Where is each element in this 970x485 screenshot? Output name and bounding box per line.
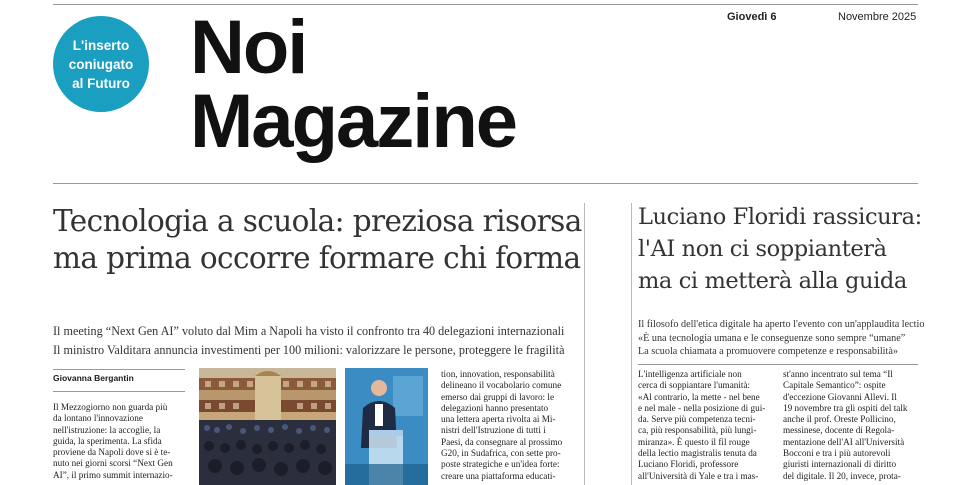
article2-deck-rule xyxy=(638,364,918,365)
article2-deck xyxy=(638,318,938,359)
photo-theatre-audience xyxy=(199,368,336,485)
text-line: tion, innovation, responsabilità xyxy=(441,369,555,379)
column-divider xyxy=(631,203,632,485)
insert-badge xyxy=(53,16,149,112)
text-line: AI”, il primo summit internazio- xyxy=(53,469,173,480)
text-line: proviene da Napoli dove si è te- xyxy=(53,447,171,458)
article1-headline xyxy=(53,203,593,277)
text-line: ca, più responsabilità, più lungi- xyxy=(638,425,757,436)
text-line: emerso dai gruppi di lavoro: le xyxy=(441,391,555,402)
text-line: giuristi internazionali di diritto xyxy=(783,459,897,470)
text-line: st'anno incentrato sul tema “Il xyxy=(783,369,893,379)
article2-headline xyxy=(638,201,938,297)
text-line: L'intelligenza artificiale non xyxy=(638,369,742,379)
article1-headline-line-2: ma prima occorre formare chi forma xyxy=(53,241,581,275)
badge-line-1: L'inserto xyxy=(72,37,130,53)
issue-month-year: Novembre 2025 xyxy=(838,11,917,23)
article1-byline-rule-2 xyxy=(53,391,185,392)
text-line: nell'istruzione: la accoglie, la xyxy=(53,424,161,435)
text-line: guida, la sperimenta. La sfida xyxy=(53,435,162,446)
theatre-photo-illustration xyxy=(199,368,336,485)
article1-byline: Giovanna Bergantin xyxy=(53,373,134,383)
masthead-rule xyxy=(53,183,918,184)
article1-deck-line-2: Il ministro Valditara annuncia investimenti per 100 milioni: valorizzare le persone, proteggere le fragilità xyxy=(53,343,565,357)
text-line: anche il prof. Oreste Pollicino, xyxy=(783,414,896,425)
article1-col1 xyxy=(53,402,186,481)
article2-deck-line-2: «È una tecnologia umana e le conseguenze sono sempre “umane” xyxy=(638,332,906,344)
masthead-line-1: Noi xyxy=(190,5,307,90)
text-line: nuto nei giorni scorsi “Next Gen xyxy=(53,458,173,469)
text-line: d'eccezione Giovanni Allevi. Il xyxy=(783,391,897,402)
article1-byline-rule xyxy=(53,369,185,370)
text-line: Il Mezzogiorno non guarda più xyxy=(53,402,168,412)
masthead-line-2: Magazine xyxy=(190,79,517,164)
column-divider xyxy=(584,203,585,485)
article2-headline-line-2: l'AI non ci soppianterà xyxy=(638,236,887,262)
text-line: delegazioni hanno presentato xyxy=(441,402,549,413)
text-line: della lectio magistralis tenuta da xyxy=(638,448,757,459)
text-line: da. Serve più competenza tecni- xyxy=(638,414,756,425)
article1-col3 xyxy=(441,369,574,482)
text-line: miranza». È questo il fil rouge xyxy=(638,436,750,447)
text-line: messinese, docente di Regola- xyxy=(783,425,895,436)
text-line: «Al contrario, la mette - nel bene xyxy=(638,391,760,402)
article2-col2 xyxy=(783,369,918,482)
text-line: mentazione dell'AI all'Università xyxy=(783,436,905,447)
text-line: G20, in Sudafrica, con sette pro- xyxy=(441,448,561,459)
text-line: del digitale. Il 20, invece, prota- xyxy=(783,470,901,481)
text-line: poste strategiche e un'idea forte: xyxy=(441,459,560,470)
badge-line-2: coniugato xyxy=(68,56,134,72)
top-rule xyxy=(53,4,918,5)
issue-day: Giovedì 6 xyxy=(727,11,777,23)
text-line: Luciano Floridi, professore xyxy=(638,459,739,470)
article2-col1 xyxy=(638,369,771,482)
article1-deck-line-1: Il meeting “Next Gen AI” voluto dal Mim a Napoli ha visto il confronto tra 40 delegazioni internazionali xyxy=(53,324,565,338)
text-line: creare una piattaforma educati- xyxy=(441,470,556,481)
text-line: delineano il vocabolario comune xyxy=(441,380,562,391)
article2-deck-line-1: Il filosofo dell'etica digitale ha aperto l'evento con un'applaudita lectio xyxy=(638,319,925,330)
text-line: Paesi, da consegnare al prossimo xyxy=(441,436,563,447)
text-line: una lettera aperta rivolta ai Mi- xyxy=(441,414,556,425)
text-line: Bocconi e tra i più autorevoli xyxy=(783,448,891,459)
speaker-photo-illustration xyxy=(345,368,428,485)
article1-deck xyxy=(53,322,593,360)
article2-deck-line-3: La scuola chiamata a promuovere competenze e responsabilità» xyxy=(638,346,898,357)
text-line: nistri dell'Istruzione di tutti i xyxy=(441,425,546,436)
text-line: 19 novembre tra gli ospiti del talk xyxy=(783,402,908,413)
article1-headline-line-1: Tecnologia a scuola: preziosa risorsa xyxy=(53,204,582,238)
text-line: all'Università di Yale e tra i mas- xyxy=(638,470,759,481)
text-line: Capitale Semantico”: ospite xyxy=(783,380,886,391)
badge-line-3: al Futuro xyxy=(72,75,130,91)
article2-headline-line-1: Luciano Floridi rassicura: xyxy=(638,204,922,230)
text-line: cerca di soppiantare l'umanità: xyxy=(638,380,751,391)
photo-speaker-podium xyxy=(345,368,428,485)
text-line: da lontano l'innovazione xyxy=(53,413,143,424)
text-line: e nel male - nella posizione di gui- xyxy=(638,402,766,413)
article2-headline-line-3: ma ci metterà alla guida xyxy=(638,268,907,294)
